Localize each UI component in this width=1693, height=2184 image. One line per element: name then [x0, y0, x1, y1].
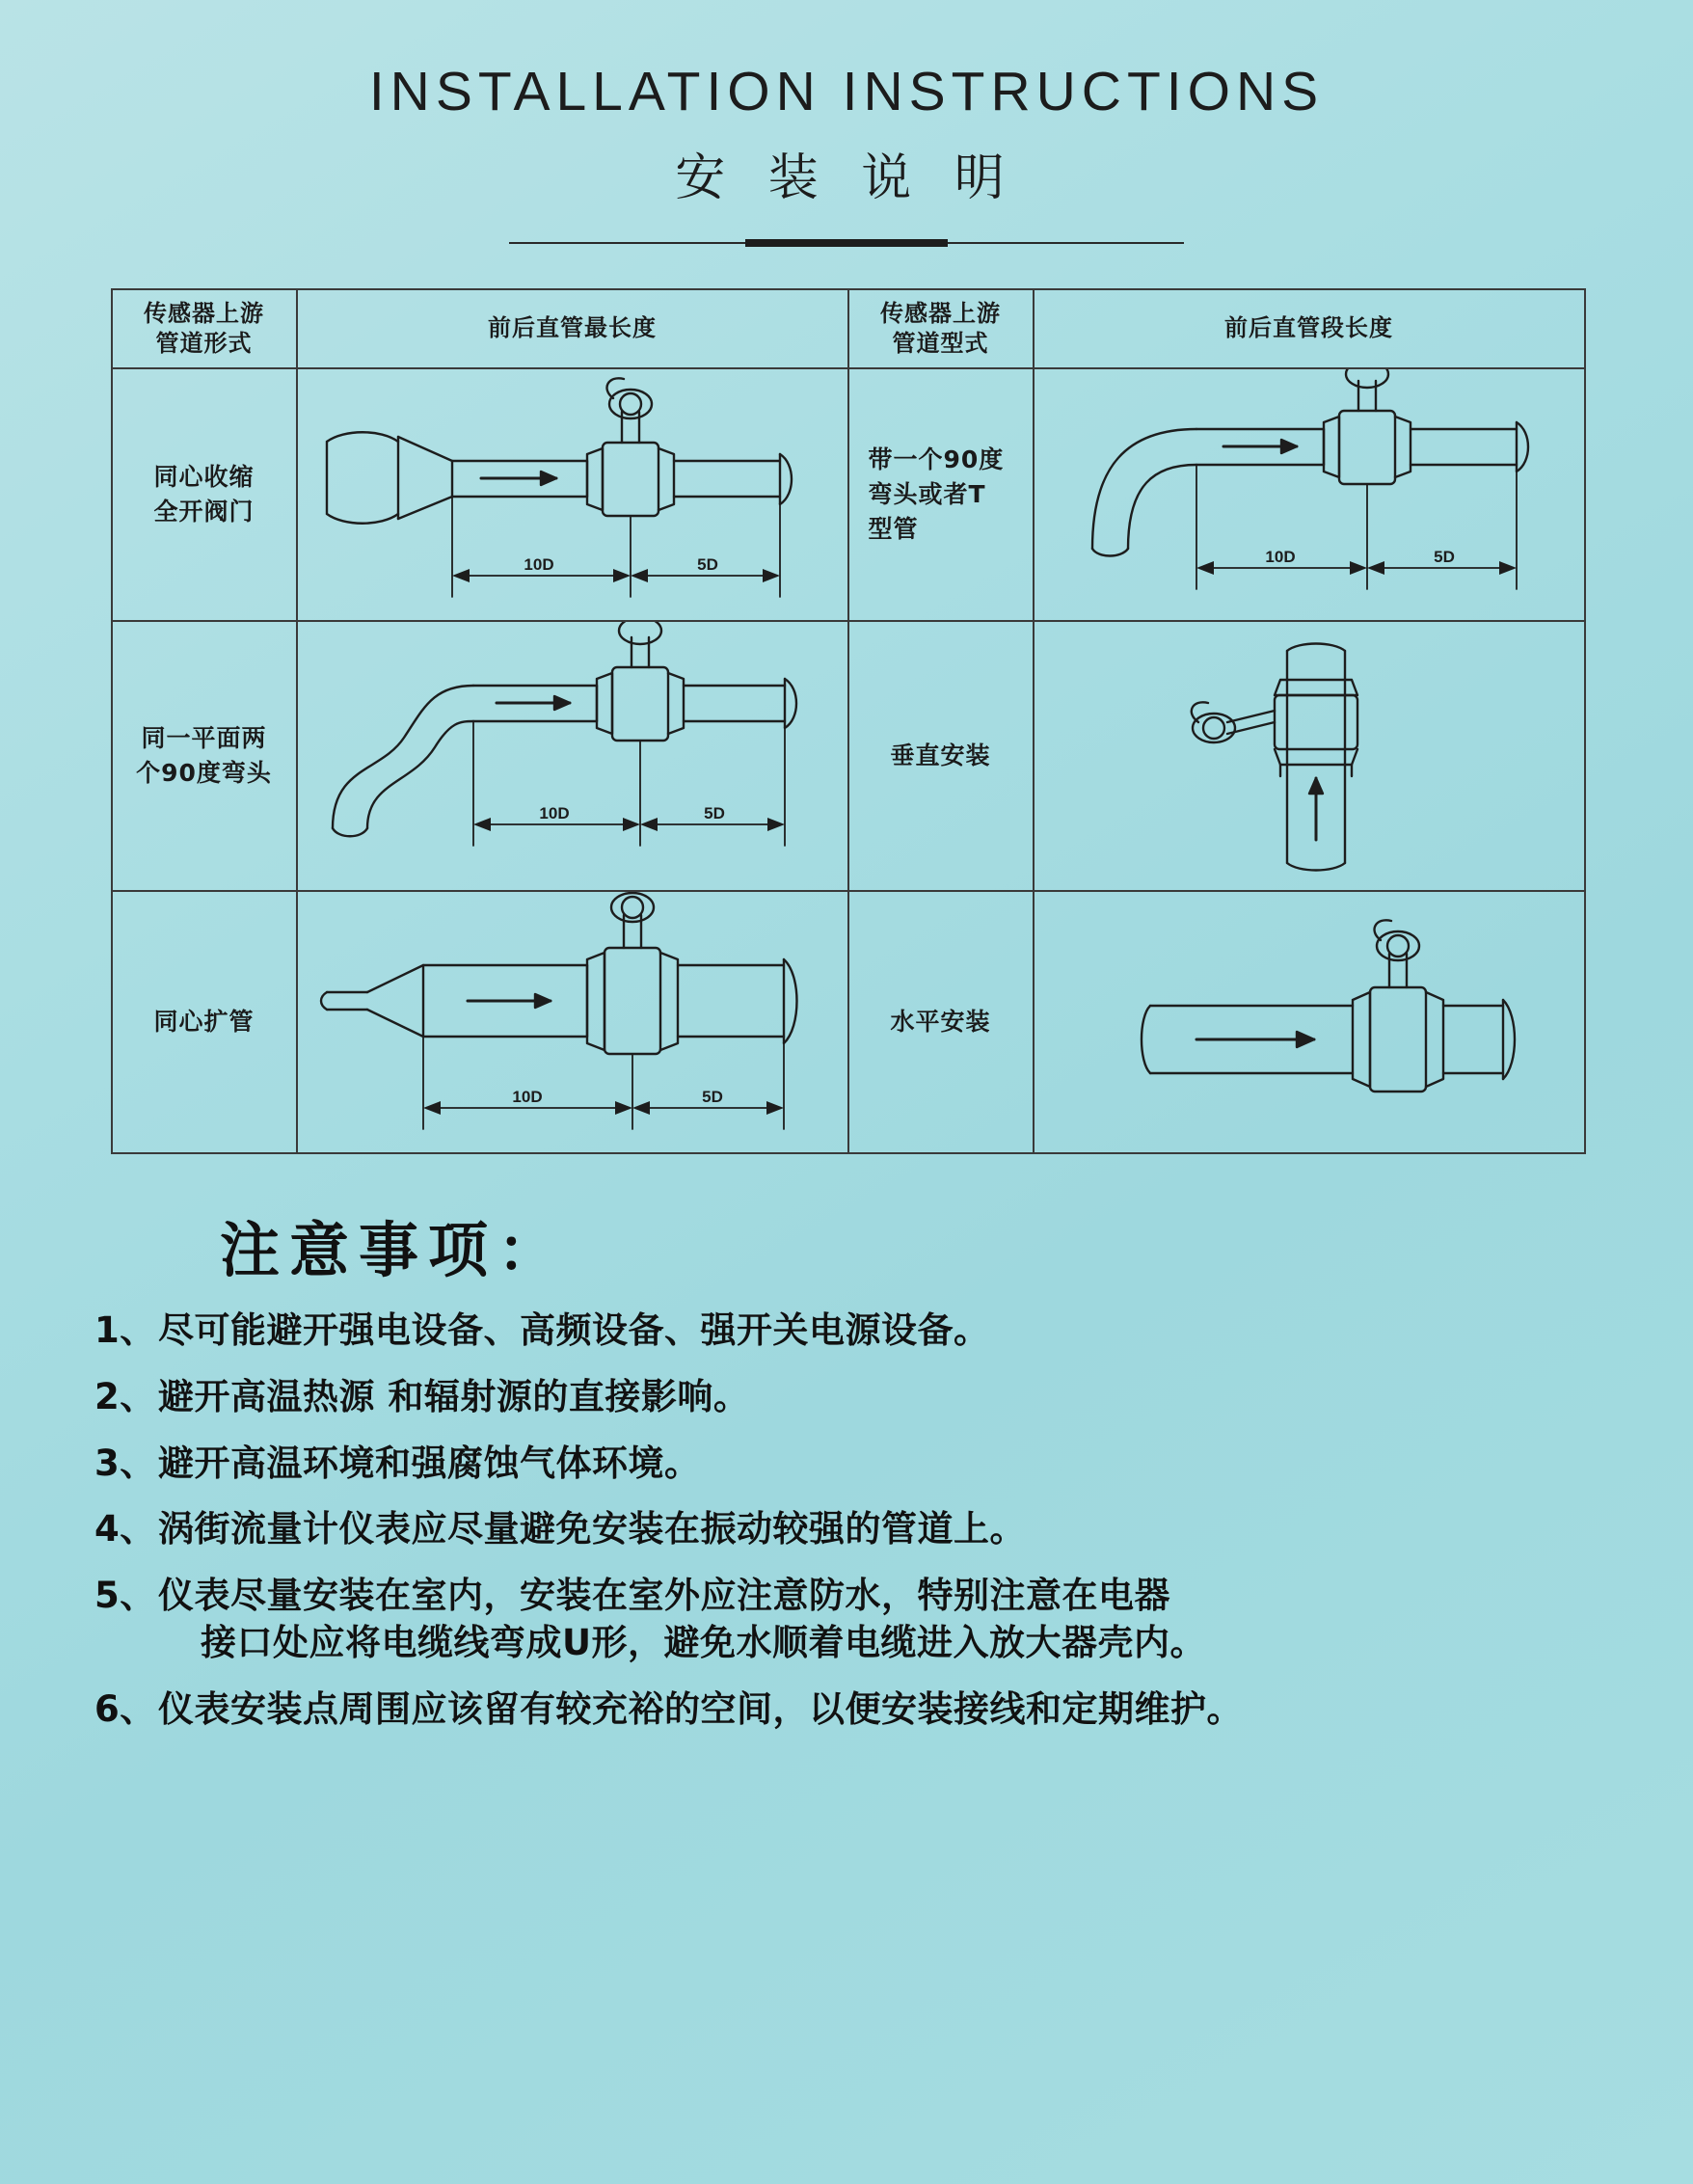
table-header-row [112, 289, 1585, 368]
row3-left-dim-downstream: 5D [701, 1088, 723, 1106]
header-line-2: 管道形式 [155, 330, 253, 357]
list-item [94, 1686, 1599, 1734]
row2-right-label [848, 621, 1034, 891]
divider-line [509, 242, 1184, 244]
note-number: 6、 [94, 1687, 156, 1730]
page-title-chinese: 安 装 说 明 [675, 149, 1018, 207]
table-row [112, 621, 1585, 891]
table-row [112, 891, 1585, 1153]
row1-right-label [848, 368, 1034, 621]
note-text: 尽可能避开强电设备、高频设备、强开关电源设备。 [158, 1309, 990, 1351]
row2-left-label-line2: 个90度弯头 [136, 759, 272, 787]
row3-left-figure-cell [297, 891, 848, 1153]
row1-right-figure-cell [1034, 368, 1585, 621]
row2-left-label-line1: 同一平面两 [141, 723, 267, 752]
row2-left-dim-upstream: 10D [538, 804, 570, 822]
row1-left-figure-cell [297, 368, 848, 621]
horizontal-installation-diagram [1035, 892, 1584, 1152]
header-cell-straight-length-1: 前后直管最长度 [297, 289, 848, 368]
vertical-installation-diagram [1035, 622, 1584, 890]
row1-left-label-line2: 全开阀门 [153, 498, 255, 526]
table-row [112, 368, 1585, 621]
row3-left-label-line1: 同心扩管 [153, 1007, 255, 1036]
row1-right-label-line2: 弯头或者T [868, 479, 986, 508]
divider-accent [745, 239, 948, 247]
note-text: 仪表尽量安装在室内，安装在室外应注意防水，特别注意在电器 [158, 1575, 1170, 1617]
concentric-reducer-valve-diagram [298, 369, 847, 620]
note-text: 涡街流量计仪表应尽量避免安装在振动较强的管道上。 [158, 1508, 1026, 1550]
installation-table [111, 288, 1586, 1154]
header-line-1: 传感器上游 [144, 299, 264, 327]
list-item [94, 1506, 1599, 1553]
row3-right-label [848, 891, 1034, 1153]
row3-right-label-line1: 水平安装 [890, 1007, 991, 1036]
note-number: 2、 [94, 1375, 156, 1417]
list-item [94, 1308, 1599, 1355]
row2-right-label-line1: 垂直安装 [890, 741, 991, 769]
row1-left-dim-downstream: 5D [696, 555, 718, 574]
row1-left-dim-upstream: 10D [523, 555, 554, 574]
notes-title: 注意事项： [220, 1215, 568, 1285]
header-line-3: 传感器上游 [880, 299, 1001, 327]
row3-left-dim-upstream: 10D [511, 1088, 543, 1106]
note-text: 仪表安装点周围应该留有较充裕的空间，以便安装接线和定期维护。 [158, 1687, 1243, 1730]
list-item [94, 1374, 1599, 1421]
row1-left-label [112, 368, 297, 621]
note-text: 避开高温热源 和辐射源的直接影响。 [158, 1375, 750, 1417]
note-number: 3、 [94, 1442, 156, 1484]
single-90-elbow-or-tee-diagram [1035, 369, 1584, 620]
row3-right-figure-cell [1034, 891, 1585, 1153]
row2-right-figure-cell [1034, 621, 1585, 891]
row1-left-label-line1: 同心收缩 [153, 462, 255, 491]
page-header [0, 0, 1693, 248]
list-item [94, 1573, 1599, 1667]
note-text-continued: 接口处应将电缆线弯成U形，避免水顺着电缆进入放大器壳内。 [201, 1622, 1207, 1664]
list-item [94, 1441, 1599, 1488]
header-line-4: 管道型式 [892, 330, 989, 357]
note-number: 5、 [94, 1575, 156, 1617]
note-text: 避开高温环境和强腐蚀气体环境。 [158, 1442, 701, 1484]
row1-right-label-line1: 带一个90度 [868, 445, 1005, 473]
installation-table-container [111, 288, 1583, 1154]
row2-left-label [112, 621, 297, 891]
row1-right-dim-downstream: 5D [1433, 548, 1455, 566]
header-cell-upstream-form-2 [848, 289, 1034, 368]
note-number: 4、 [94, 1508, 156, 1550]
row1-right-dim-upstream: 10D [1264, 548, 1296, 566]
row1-right-label-line3: 型管 [868, 515, 919, 544]
page-title-english: INSTALLATION INSTRUCTIONS [368, 61, 1325, 122]
note-number: 1、 [94, 1309, 156, 1351]
row2-left-figure-cell [297, 621, 848, 891]
title-divider [0, 238, 1693, 248]
row2-left-dim-downstream: 5D [703, 804, 725, 822]
two-90-elbows-same-plane-diagram [298, 622, 847, 890]
row3-left-label [112, 891, 297, 1153]
header-cell-straight-length-2: 前后直管段长度 [1034, 289, 1585, 368]
notes-section [94, 1202, 1599, 1734]
header-cell-upstream-form-1 [112, 289, 297, 368]
concentric-expander-diagram [298, 892, 847, 1152]
